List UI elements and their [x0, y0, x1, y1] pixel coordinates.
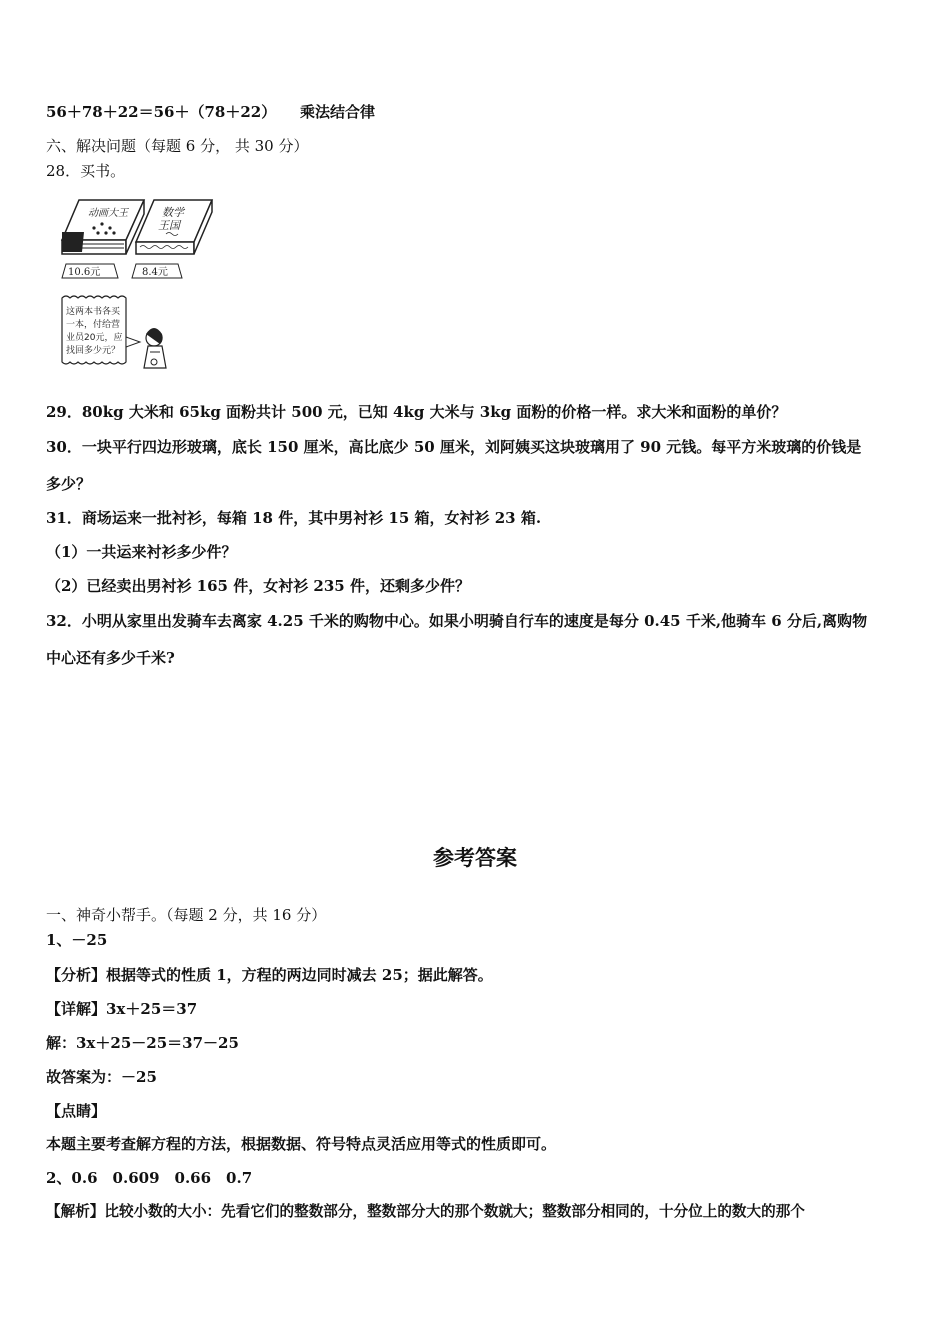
price-tag-1	[62, 264, 118, 278]
book-1-price: 10.6元	[68, 267, 101, 278]
q32-text-line-2: 中心还有多少千米?	[46, 649, 175, 667]
girl-icon	[144, 328, 166, 368]
answer-1-analysis: 【分析】根据等式的性质 1，方程的两边同时减去 25；据此解答。	[46, 966, 493, 984]
q27-law: 乘法结合律	[300, 103, 376, 121]
q27-equation: 56＋78＋22＝56＋（78＋22）	[46, 103, 277, 121]
section-1-heading: 一、神奇小帮手。（每题 2 分，共 16 分）	[46, 906, 327, 924]
book-1-icon	[62, 200, 144, 254]
bubble-line-1: 这两本书各买	[66, 307, 121, 317]
speech-bubble	[62, 296, 140, 364]
book-2-title-1: 数学	[162, 206, 184, 219]
q31-text: 31．商场运来一批衬衫，每箱 18 件，其中男衬衫 15 箱，女衬衫 23 箱.	[46, 509, 542, 527]
q32-text-line-1: 32．小明从家里出发骑车去离家 4.25 千米的购物中心。如果小明骑自行车的速度是每分 0.45 千米,他骑车 6 分后,离购物	[46, 612, 868, 630]
q28-text: 28．买书。	[46, 162, 126, 180]
answer-1-tip-text: 本题主要考查解方程的方法，根据数据、符号特点灵活应用等式的性质即可。	[46, 1135, 557, 1153]
answer-1-result: 故答案为：－25	[46, 1068, 157, 1086]
answer-1-tip-label: 【点睛】	[46, 1102, 107, 1120]
bubble-line-3: 业员20元，应	[66, 333, 123, 343]
book-1-title: 动画大王	[88, 208, 128, 219]
answer-2-analysis: 【解析】比较小数的大小：先看它们的整数部分，整数部分大的那个数就大；整数部分相同的，十分位上的数大的那个	[46, 1203, 805, 1220]
answer-1: 1、－25	[46, 931, 108, 949]
section-6-heading: 六、解决问题（每题 6 分， 共 30 分）	[46, 137, 309, 155]
book-2-icon	[136, 200, 212, 254]
q29-text: 29．80kg 大米和 65kg 面粉共计 500 元，已知 4kg 大米与 3kg 面粉的价格一样。求大米和面粉的单价？	[46, 403, 787, 421]
answer-1-detail: 【详解】3x＋25＝37	[46, 1000, 198, 1018]
bubble-line-2: 一本，付给营	[66, 320, 121, 330]
answer-1-solve: 解：3x＋25－25＝37－25	[46, 1034, 239, 1052]
answer-title: 参考答案	[433, 845, 517, 870]
answer-2: 2、0.6 0.609 0.66 0.7	[46, 1169, 253, 1187]
book-purchase-figure	[54, 192, 224, 377]
q31-part-1: （1）一共运来衬衫多少件？	[46, 543, 237, 561]
q30-text-line-1: 30．一块平行四边形玻璃，底长 150 厘米，高比底少 50 厘米，刘阿姨买这块玻璃用了 90 元钱。每平方米玻璃的价钱是	[46, 438, 862, 456]
q30-text-line-2: 多少？	[46, 475, 92, 493]
book-2-title-2: 王国	[158, 219, 180, 232]
book-2-price: 8.4元	[142, 267, 168, 278]
price-tag-2	[132, 264, 182, 278]
bubble-line-4: 找回多少元？	[66, 346, 121, 356]
q31-part-2: （2）已经卖出男衬衫 165 件，女衬衫 235 件，还剩多少件？	[46, 577, 470, 595]
